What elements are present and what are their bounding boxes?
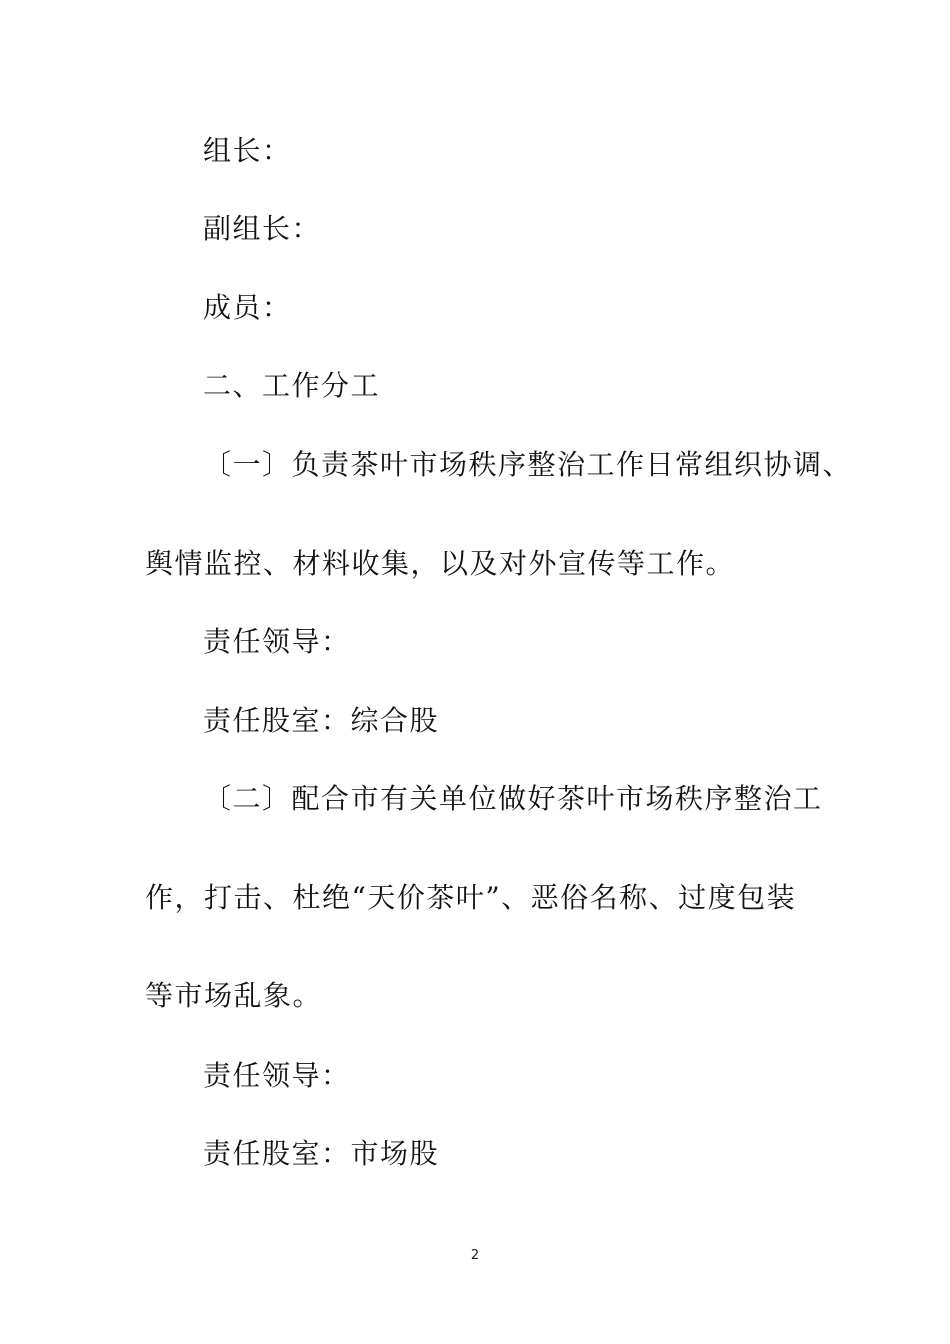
responsible-leader-line-1: 责任领导： <box>203 625 351 658</box>
item-two-paragraph-line-1: 〔二〕配合市有关单位做好茶叶市场秩序整治工 <box>203 782 823 815</box>
group-leader-line: 组长： <box>203 134 292 167</box>
deputy-group-leader-line: 副组长： <box>203 212 322 245</box>
responsible-office-line-1: 责任股室：综合股 <box>203 704 440 737</box>
responsible-leader-line-2: 责任领导： <box>203 1059 351 1092</box>
responsible-office-line-2: 责任股室：市场股 <box>203 1137 440 1170</box>
members-line: 成员： <box>203 291 292 324</box>
item-two-paragraph-line-2: 作，打击、杜绝“天价茶叶”、恶俗名称、过度包装 <box>145 881 797 914</box>
page-number: 2 <box>470 1248 480 1263</box>
section-heading-division-of-work: 二、工作分工 <box>203 369 381 402</box>
item-two-paragraph-line-3: 等市场乱象。 <box>145 979 323 1012</box>
item-one-paragraph-line-2: 舆情监控、材料收集，以及对外宣传等工作。 <box>145 547 736 580</box>
item-one-paragraph-line-1: 〔一〕负责茶叶市场秩序整治工作日常组织协调、 <box>203 448 853 481</box>
